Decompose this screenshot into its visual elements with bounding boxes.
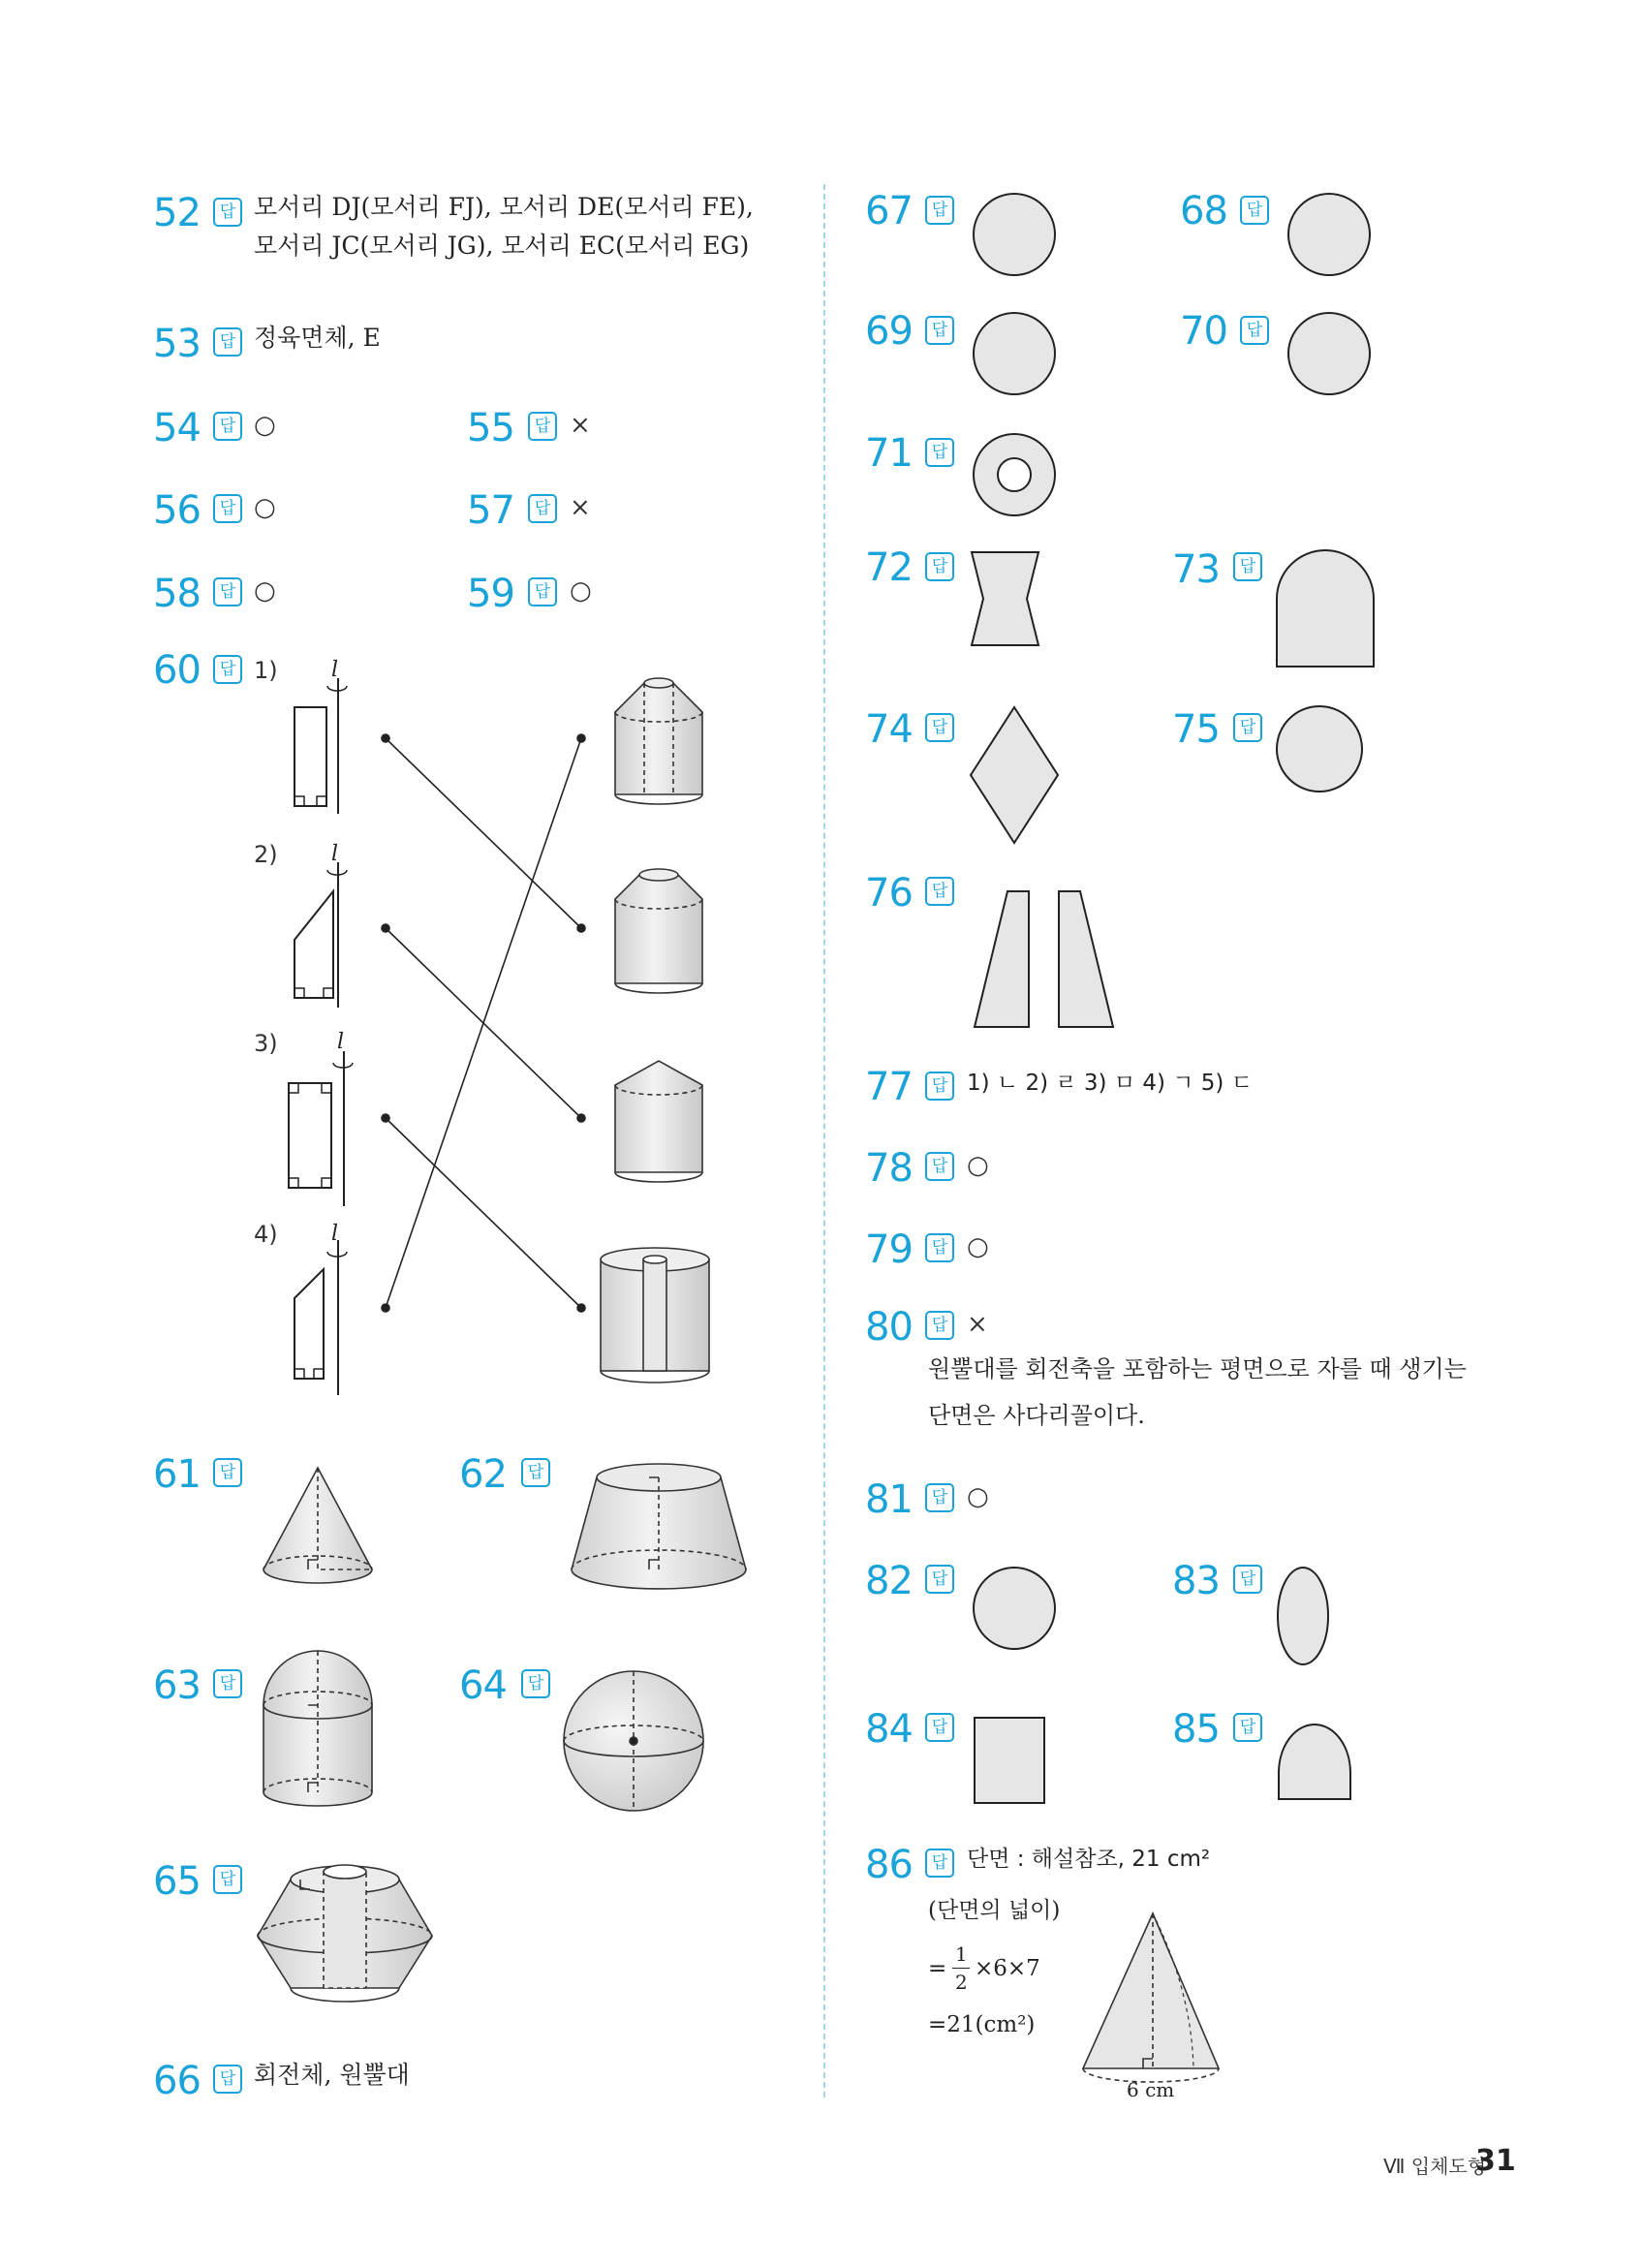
answer-badge: 답	[213, 327, 242, 357]
axis-label: l	[337, 1030, 345, 1054]
q61-cone	[263, 1468, 372, 1583]
answer-number-75: 75	[1172, 707, 1220, 752]
answer-badge: 답	[213, 1458, 242, 1487]
answer-86-work2: ×6×7	[975, 1956, 1040, 1981]
fraction-denominator: 2	[955, 1971, 968, 1994]
answer-79-mark: ○	[967, 1232, 989, 1261]
answer-number-76: 76	[865, 871, 913, 916]
q76-trapezoid-right	[1059, 891, 1113, 1027]
answer-number-79: 79	[865, 1227, 913, 1272]
answer-badge: 답	[925, 1483, 954, 1512]
answer-badge: 답	[1233, 1565, 1262, 1594]
q60-figure-2	[294, 862, 347, 1008]
answer-number-85: 85	[1172, 1707, 1220, 1752]
answer-77-text: 1) ㄴ 2) ㄹ 3) ㅁ 4) ㄱ 5) ㄷ	[967, 1071, 1253, 1096]
answer-57-mark: ×	[570, 493, 591, 522]
answer-55-mark: ×	[570, 411, 591, 440]
answer-badge: 답	[1233, 713, 1262, 742]
answer-badge: 답	[213, 494, 242, 523]
answer-66-text: 회전체, 원뿔대	[254, 2061, 410, 2089]
axis-label: l	[331, 658, 339, 682]
answer-number-56: 56	[153, 488, 201, 533]
answer-number-58: 58	[153, 572, 201, 616]
answer-number-53: 53	[153, 322, 201, 366]
answer-number-83: 83	[1172, 1559, 1220, 1603]
answer-number-86: 86	[865, 1843, 913, 1887]
footer-section: Ⅶ 입체도형	[1383, 2155, 1487, 2178]
answer-badge: 답	[213, 198, 242, 227]
q60-figure-1	[294, 678, 347, 814]
answer-number-66: 66	[153, 2059, 201, 2103]
q63-hemisphere-cylinder	[263, 1651, 372, 1806]
q60-figure-4	[294, 1240, 347, 1395]
answer-number-63: 63	[153, 1663, 201, 1708]
answer-52-line2: 모서리 JC(모서리 JG), 모서리 EC(모서리 EG)	[254, 232, 750, 260]
answer-number-69: 69	[865, 309, 913, 354]
q60-figure-3	[289, 1051, 353, 1206]
answer-number-81: 81	[865, 1477, 913, 1522]
answer-badge: 답	[925, 1311, 954, 1340]
fraction-numerator: 1	[955, 1942, 968, 1966]
answer-badge: 답	[1233, 1713, 1262, 1742]
answer-number-70: 70	[1180, 309, 1227, 354]
answer-number-64: 64	[459, 1663, 507, 1708]
answer-80-mark: ×	[967, 1310, 988, 1339]
answer-badge: 답	[925, 1233, 954, 1262]
answer-80-line1: 원뿔대를 회전축을 포함하는 평면으로 자를 때 생기는	[928, 1355, 1467, 1383]
q74-rhombus	[971, 707, 1058, 843]
answer-number-84: 84	[865, 1707, 913, 1752]
answer-badge: 답	[925, 316, 954, 345]
answer-badge: 답	[213, 2065, 242, 2094]
answer-badge: 답	[213, 1669, 242, 1698]
answer-86-work3: =21(cm²)	[928, 2012, 1036, 2037]
q76-trapezoid-left	[975, 891, 1029, 1027]
answer-number-82: 82	[865, 1559, 913, 1603]
answer-56-mark: ○	[254, 493, 276, 522]
answer-number-68: 68	[1180, 189, 1227, 233]
answer-number-54: 54	[153, 406, 201, 450]
answer-badge: 답	[528, 412, 557, 441]
answer-badge: 답	[1240, 196, 1269, 225]
answer-number-62: 62	[459, 1452, 507, 1497]
sub-label-1: 1)	[254, 657, 278, 684]
q60-solid-b	[615, 869, 702, 993]
sub-label-3: 3)	[254, 1030, 278, 1057]
answer-86-text: 단면 : 해설참조, 21 cm²	[967, 1847, 1211, 1872]
answer-badge: 답	[213, 412, 242, 441]
answer-badge: 답	[925, 196, 954, 225]
answer-86-work2-eq: =	[928, 1956, 947, 1981]
q60-solid-d	[601, 1248, 709, 1383]
answer-number-61: 61	[153, 1452, 201, 1497]
answer-number-73: 73	[1172, 547, 1220, 592]
answer-badge: 답	[528, 494, 557, 523]
answer-badge: 답	[925, 877, 954, 906]
answer-number-77: 77	[865, 1065, 913, 1109]
answer-86-work1: (단면의 넓이)	[928, 1898, 1061, 1923]
answer-52-line1: 모서리 DJ(모서리 FJ), 모서리 DE(모서리 FE),	[254, 193, 754, 221]
answer-number-67: 67	[865, 189, 913, 233]
q83-ellipse	[1278, 1568, 1328, 1664]
answer-number-71: 71	[865, 431, 913, 476]
answer-badge: 답	[925, 1152, 954, 1181]
q62-frustum	[572, 1464, 746, 1589]
page-number: 31	[1475, 2144, 1516, 2178]
answer-number-72: 72	[865, 545, 913, 590]
answer-badge: 답	[925, 438, 954, 467]
sub-label-4: 4)	[254, 1221, 278, 1248]
answer-number-74: 74	[865, 707, 913, 752]
answer-53-text: 정육면체, E	[254, 324, 381, 352]
sub-label-2: 2)	[254, 841, 278, 868]
answer-badge: 답	[925, 1849, 954, 1878]
q86-cone	[1083, 1913, 1219, 2082]
q69-circle	[974, 313, 1055, 394]
q60-solid-a	[615, 678, 702, 804]
answer-number-59: 59	[467, 572, 514, 616]
answer-number-60: 60	[153, 648, 201, 693]
answer-58-mark: ○	[254, 576, 276, 606]
q67-circle	[974, 194, 1055, 275]
answer-number-55: 55	[467, 406, 514, 450]
answer-80-line2: 단면은 사다리꼴이다.	[928, 1402, 1145, 1429]
answer-number-57: 57	[467, 488, 514, 533]
answer-number-78: 78	[865, 1146, 913, 1191]
answer-54-mark: ○	[254, 411, 276, 440]
answer-badge: 답	[1233, 552, 1262, 581]
answer-number-80: 80	[865, 1305, 913, 1350]
q72-hourglass-shape	[972, 552, 1038, 645]
answer-badge: 답	[1240, 316, 1269, 345]
q65-composite-solid	[258, 1865, 432, 2002]
q68-circle	[1288, 194, 1370, 275]
answer-number-65: 65	[153, 1859, 201, 1904]
axis-label: l	[331, 1222, 339, 1246]
answer-badge: 답	[925, 1713, 954, 1742]
answer-badge: 답	[213, 655, 242, 684]
q85-dome-shape	[1279, 1724, 1350, 1799]
q70-circle	[1288, 313, 1370, 394]
answer-badge: 답	[925, 1565, 954, 1594]
axis-label: l	[331, 842, 339, 866]
q71-ring	[974, 434, 1055, 515]
answer-81-mark: ○	[967, 1482, 989, 1511]
q84-rectangle	[975, 1718, 1044, 1803]
answer-59-mark: ○	[570, 576, 592, 606]
answer-78-mark: ○	[967, 1151, 989, 1180]
base-label: 6 cm	[1127, 2078, 1175, 2101]
q75-circle	[1277, 706, 1362, 792]
answer-badge: 답	[925, 713, 954, 742]
q60-solid-c	[615, 1061, 702, 1182]
answer-badge: 답	[213, 1865, 242, 1894]
q73-dome-shape	[1277, 550, 1374, 667]
answer-badge: 답	[521, 1669, 550, 1698]
answer-badge: 답	[213, 577, 242, 606]
answer-number-52: 52	[153, 191, 201, 235]
answer-badge: 답	[528, 577, 557, 606]
q82-circle	[974, 1568, 1055, 1649]
answer-badge: 답	[925, 552, 954, 581]
q60-matching-lines	[382, 734, 585, 1312]
answer-badge: 답	[925, 1072, 954, 1101]
q64-sphere	[564, 1671, 703, 1811]
answer-badge: 답	[521, 1458, 550, 1487]
